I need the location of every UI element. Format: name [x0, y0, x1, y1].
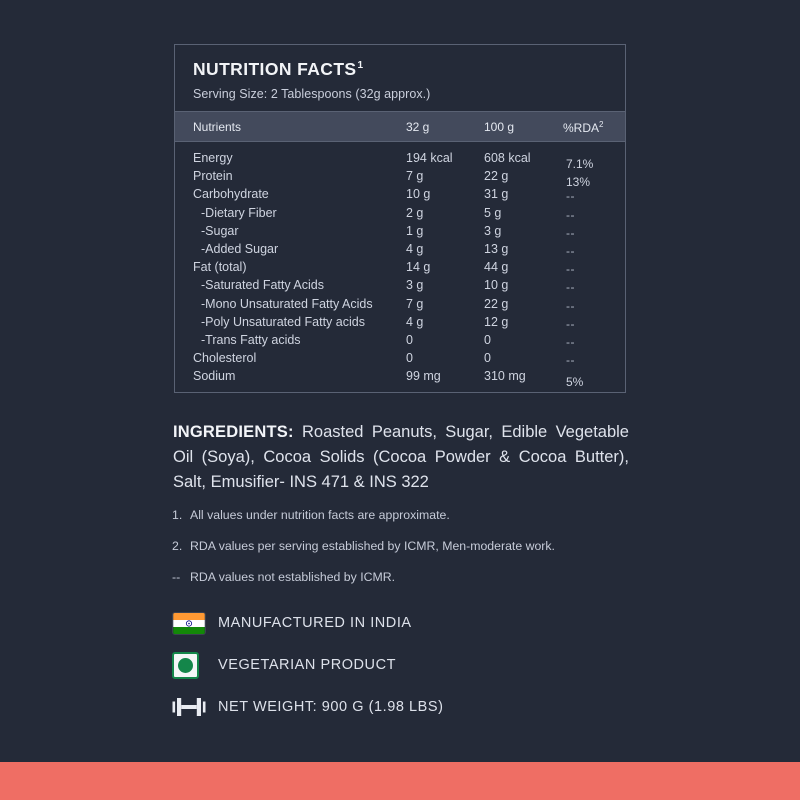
ingredients-body: Roasted Peanuts, Sugar, Edible Vegetable Oil (Soya), Cocoa Solids (Cocoa Powder & Cocoa Butter), Salt, Emusifier- INS 471 & INS 322	[173, 423, 629, 491]
nutrient-value-rda: --	[566, 262, 575, 277]
nutrient-value-rda: 7.1%	[566, 157, 594, 171]
footnotes-section	[172, 508, 642, 601]
nutrient-value-rda: --	[566, 189, 575, 204]
dumbbell-weight-icon	[172, 696, 218, 718]
nutrient-value-rda: --	[566, 353, 575, 368]
footnote-item	[172, 508, 642, 522]
nutrient-value-per-100g: 0	[484, 332, 491, 347]
nutrient-value-per-100g: 31 g	[484, 187, 509, 202]
nutrition-row	[175, 297, 625, 315]
nutrient-name: Protein	[193, 169, 233, 184]
nutrient-value-per-100g: 13 g	[484, 241, 509, 256]
nutrition-row	[175, 151, 625, 169]
nutrient-name: -Added Sugar	[201, 241, 279, 256]
nutrient-value-rda: --	[566, 298, 575, 313]
india-flag-icon	[172, 612, 218, 635]
nutrient-value-per-serving: 4 g	[406, 314, 424, 329]
nutrient-value-per-serving: 14 g	[406, 260, 431, 275]
nutrient-name: Carbohydrate	[193, 187, 269, 202]
nutrition-table-body	[175, 142, 625, 390]
nutrient-value-per-serving: 0	[406, 332, 413, 347]
nutrient-value-rda: --	[566, 280, 575, 295]
nutrition-row	[175, 351, 625, 369]
nutrition-row	[175, 369, 625, 390]
column-header-per-100g: 100 g	[484, 120, 515, 134]
nutrient-value-rda: 5%	[566, 375, 584, 390]
nutrient-value-per-100g: 44 g	[484, 260, 509, 275]
column-header-nutrients: Nutrients	[193, 120, 242, 134]
nutrient-value-per-serving: 3 g	[406, 278, 424, 293]
nutrient-value-per-serving: 0	[406, 351, 413, 366]
badge-manufactured-in-india	[172, 602, 443, 644]
ingredients-heading: INGREDIENTS:	[173, 423, 294, 441]
nutrition-row	[175, 169, 625, 190]
footnote-text: All values under nutrition facts are approximate.	[190, 508, 450, 522]
nutrient-name: -Mono Unsaturated Fatty Acids	[201, 296, 373, 311]
page-title	[193, 59, 607, 80]
column-header-rda-text: %RDA	[563, 121, 600, 135]
vegetarian-mark-dot	[178, 658, 193, 673]
nutrient-value-per-serving: 1 g	[406, 223, 424, 238]
nutrient-value-per-100g: 22 g	[484, 296, 509, 311]
serving-size-text: Serving Size: 2 Tablespoons (32g approx.)	[193, 87, 431, 101]
badge-vegetarian-product	[172, 644, 443, 686]
nutrient-value-per-serving: 7 g	[406, 296, 424, 311]
nutrient-value-per-100g: 22 g	[484, 169, 509, 184]
nutrient-value-rda: --	[566, 316, 575, 331]
nutrition-row	[175, 315, 625, 333]
bottom-accent-bar	[0, 762, 800, 800]
nutrient-name: Cholesterol	[193, 351, 257, 366]
footnote-text: RDA values not established by ICMR.	[190, 570, 396, 584]
nutrition-row	[175, 333, 625, 351]
nutrient-value-per-100g: 0	[484, 351, 491, 366]
column-header-per-serving: 32 g	[406, 120, 430, 134]
vegetarian-mark-icon	[172, 652, 218, 679]
nutrient-value-per-serving: 4 g	[406, 241, 424, 256]
nutrient-value-rda: --	[566, 243, 575, 258]
nutrient-value-per-serving: 10 g	[406, 187, 431, 202]
badges-section	[172, 602, 443, 728]
ingredients-section	[173, 420, 629, 495]
nutrient-value-rda: 13%	[566, 175, 591, 190]
nutrient-value-per-100g: 310 mg	[484, 369, 526, 384]
nutrient-name: Fat (total)	[193, 260, 247, 275]
nutrient-value-per-100g: 10 g	[484, 278, 509, 293]
badge-net-weight	[172, 686, 443, 728]
column-header-rda-footnote-marker: 2	[599, 120, 604, 129]
nutrient-value-per-100g: 12 g	[484, 314, 509, 329]
badge-label-manufactured-in-india: MANUFACTURED IN INDIA	[218, 615, 412, 631]
badge-label-vegetarian-product: VEGETARIAN PRODUCT	[218, 657, 397, 673]
nutrition-row	[175, 242, 625, 260]
nutrient-name: -Sugar	[201, 223, 239, 238]
footnote-item	[172, 570, 642, 584]
nutrient-name: Sodium	[193, 369, 236, 384]
nutrition-row	[175, 260, 625, 278]
nutrient-value-per-serving: 2 g	[406, 205, 424, 220]
nutrient-value-rda: --	[566, 225, 575, 240]
nutrition-facts-header	[175, 45, 625, 111]
footnote-text: RDA values per serving established by ICMR, Men-moderate work.	[190, 539, 555, 553]
footnote-marker: 1.	[172, 508, 183, 522]
footnote-item	[172, 539, 642, 553]
dumbbell-weight-svg	[172, 696, 206, 718]
nutrition-facts-title-text: NUTRITION FACTS	[193, 59, 357, 79]
nutrient-value-rda: --	[566, 207, 575, 222]
nutrition-row	[175, 224, 625, 242]
nutrient-value-per-serving: 99 mg	[406, 369, 441, 384]
footnote-marker: 2.	[172, 539, 183, 553]
column-header-rda	[563, 120, 603, 135]
footnote-marker: --	[172, 570, 181, 584]
nutrition-facts-panel	[174, 44, 626, 393]
nutrition-table-header-row	[175, 111, 625, 142]
nutrient-name: -Dietary Fiber	[201, 205, 277, 220]
nutrient-value-per-100g: 3 g	[484, 223, 502, 238]
nutrient-value-per-serving: 7 g	[406, 169, 424, 184]
nutrition-row	[175, 187, 625, 205]
nutrient-value-per-100g: 5 g	[484, 205, 502, 220]
nutrient-name: Energy	[193, 151, 233, 165]
nutrient-value-per-serving: 194 kcal	[406, 151, 453, 165]
nutrient-name: -Saturated Fatty Acids	[201, 278, 324, 293]
vegetarian-mark-square	[172, 652, 199, 679]
title-footnote-marker: 1	[357, 60, 364, 72]
badge-label-net-weight: NET WEIGHT: 900 G (1.98 LBS)	[218, 699, 444, 715]
nutrient-name: -Trans Fatty acids	[201, 332, 301, 347]
nutrition-row	[175, 278, 625, 296]
nutrient-value-per-100g: 608 kcal	[484, 151, 531, 165]
nutrient-value-rda: --	[566, 334, 575, 349]
india-flag-svg	[172, 612, 206, 635]
nutrient-name: -Poly Unsaturated Fatty acids	[201, 314, 365, 329]
nutrition-row	[175, 206, 625, 224]
